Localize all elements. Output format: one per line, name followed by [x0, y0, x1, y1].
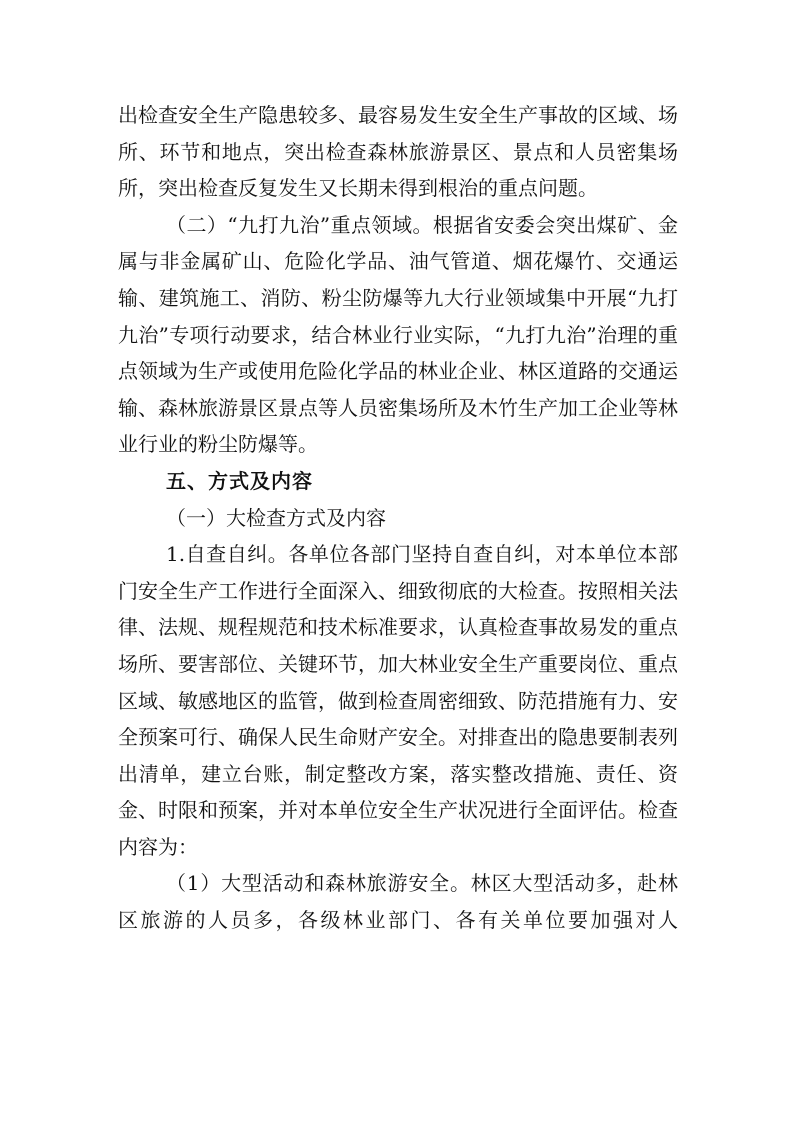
paragraph-large-events: （1）大型活动和森林旅游安全。林区大型活动多，赴林区旅游的人员多，各级林业部门、各有关单位要加强对人	[118, 871, 678, 933]
paragraph-key-areas: （二）“九打九治”重点领域。根据省安委会突出煤矿、金属与非金属矿山、危险化学品、油气管道、烟花爆竹、交通运输、建筑施工、消防、粉尘防爆等九大行业领域集中开展“九打九治”专项行动要求，结合林业行业实际，“九打九治”治理的重点领域为生产或使用危险化学品的林业企业、林区道路的交通运输、森林旅游景区景点等人员密集场所及木竹生产加工企业等林业行业的粉尘防爆等。	[118, 212, 678, 457]
paragraph-self-inspection: 1.自查自纠。各单位各部门坚持自查自纠，对本单位本部门安全生产工作进行全面深入、细致彻底的大检查。按照相关法律、法规、规程规范和技术标准要求，认真检查事故易发的重点场所、要害部位、关键环节，加大林业安全生产重要岗位、重点区域、敏感地区的监管，做到检查周密细致、防范措施有力、安全预案可行、确保人民生命财产安全。对排查出的隐患要制表列出清单，建立台账，制定整改方案，落实整改措施、责任、资金、时限和预案，并对本单位安全生产状况进行全面评估。检查内容为：	[118, 542, 678, 859]
subsection-heading-inspection: （一）大检查方式及内容	[166, 505, 386, 530]
section-heading-methods: 五、方式及内容	[166, 468, 313, 493]
paragraph-continued: 出检查安全生产隐患较多、最容易发生安全生产事故的区域、场所、环节和地点，突出检查森林旅游景区、景点和人员密集场所，突出检查反复发生又长期未得到根治的重点问题。	[118, 103, 678, 201]
document-body	[118, 97, 678, 939]
